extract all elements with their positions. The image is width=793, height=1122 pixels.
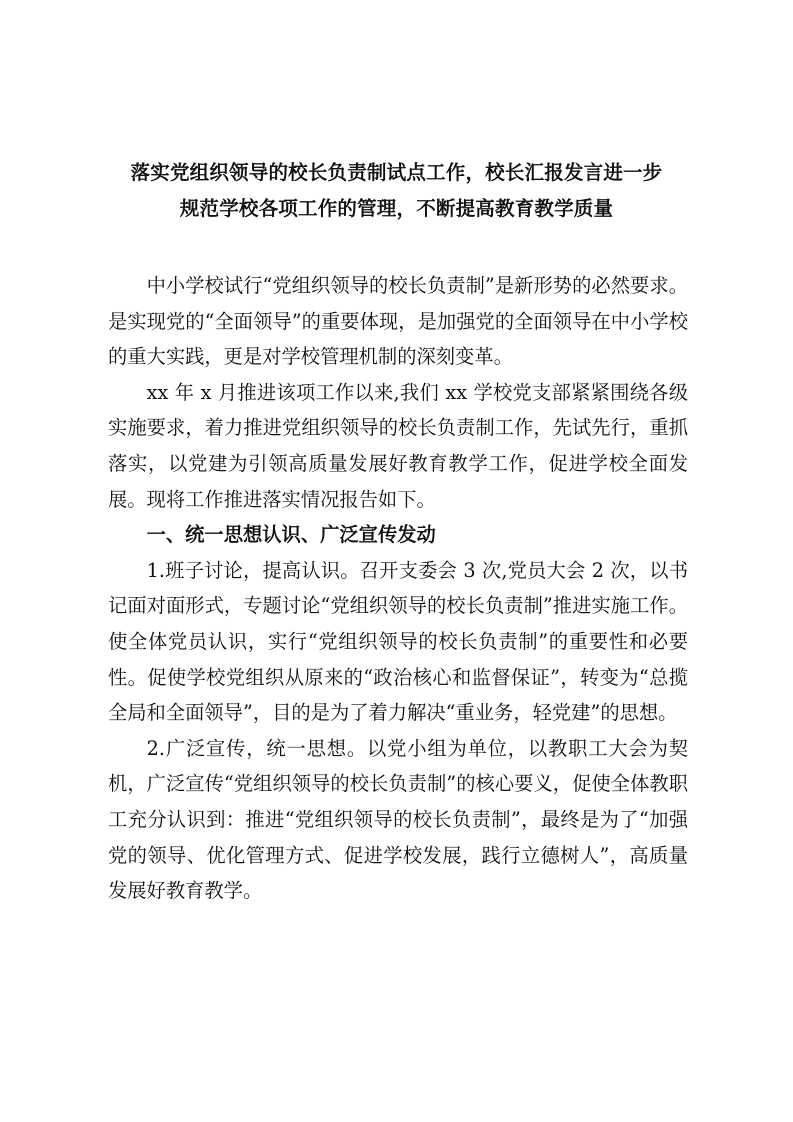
- document-title: [100, 155, 693, 227]
- title-line-1: 落实党组织领导的校长负责制试点工作，校长汇报发言进一步: [130, 161, 663, 184]
- paragraph-background: xx 年 x 月推进该项工作以来,我们 xx 学校党支部紧紧围绕各级实施要求，着力推进党组织领导的校长负责制工作，先试先行，重抓落实，以党建为引领高质量发展好教育教学工作，促进学校全面发展。现将工作推进落实情况报告如下。: [108, 380, 688, 511]
- section-heading: 一、统一思想认识、广泛宣传发动: [146, 523, 436, 547]
- document-body: [108, 268, 688, 909]
- paragraph-item-1: 1.班子讨论，提高认识。召开支委会 3 次,党员大会 2 次，以书记面对面形式，专题讨论“党组织领导的校长负责制”推进实施工作。使全体党员认识，实行“党组织领导的校长负责制”的重要性和必要性。促使学校党组织从原来的“政治核心和监督保证”，转变为“总揽全局和全面领导”，目的是为了着力解决“重业务，轻党建”的思想。: [108, 558, 688, 725]
- paragraph-intro: 中小学校试行“党组织领导的校长负责制”是新形势的必然要求。是实现党的“全面领导”的重要体现，是加强党的全面领导在中小学校的重大实践，更是对学校管理机制的深刻变革。: [108, 274, 688, 369]
- paragraph-item-2: 2.广泛宣传，统一思想。以党小组为单位，以教职工大会为契机，广泛宣传“党组织领导的校长负责制”的核心要义，促使全体教职工充分认识到：推进“党组织领导的校长负责制”，最终是为了“加强党的领导、优化管理方式、促进学校发展，践行立德树人”，高质量发展好教育教学。: [108, 736, 688, 903]
- title-line-2: 规范学校各项工作的管理，不断提高教育教学质量: [179, 197, 614, 220]
